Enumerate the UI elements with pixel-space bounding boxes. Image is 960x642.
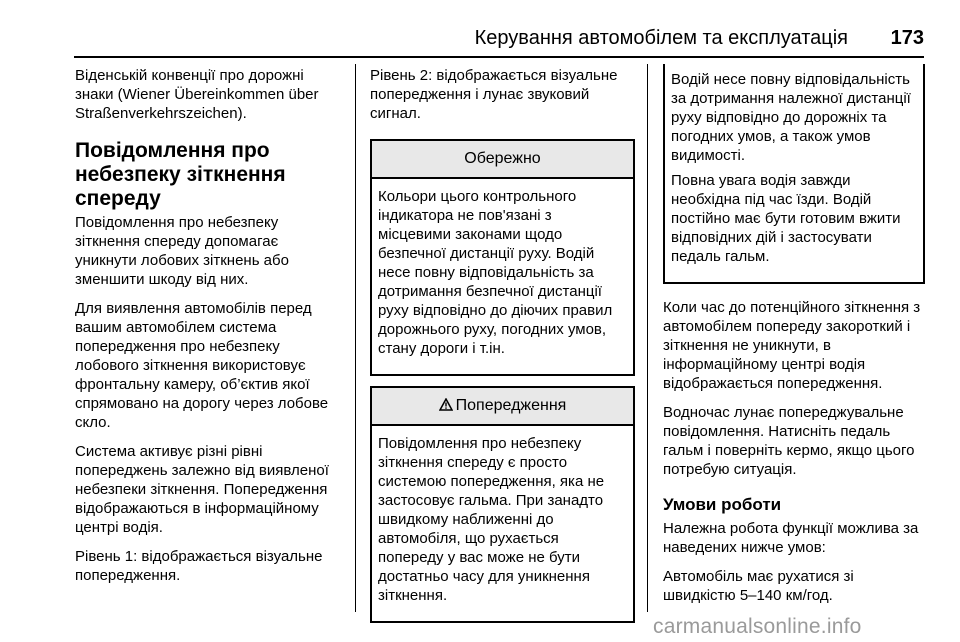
caution-title: Обережно [372, 141, 633, 179]
header-rule [74, 56, 924, 58]
box-paragraph: Повна увага водія завжди необхідна під час їзди. Водій постійно має бути готовим вжити відповідних дій і застосувати педаль гальм. [671, 172, 901, 265]
paragraph: Рівень 1: відображається візуальне попередження. [75, 548, 323, 584]
section-title: Повідомлення про небезпеку зіткнення спереду [75, 139, 286, 210]
warning-text: Повідомлення про небезпеку зіткнення спереду є просто системою попередження, яка не застосовує гальма. При занадто швидкому наближенні до автомобіля, що рухається попереду у вас може не бути достатньо часу для уникнення зіткнення. [378, 435, 605, 604]
paragraph: Рівень 2: відображається візуальне попередження і лунає звуковий сигнал. [370, 67, 618, 122]
header-title: Керування автомобілем та експлуатація [474, 27, 848, 49]
box-paragraph: Водій несе повну відповідальність за дотримання належної дистанції руху відповідно до дорожніх та погодних умов, а також умов видимості. [671, 71, 911, 164]
warning-header [372, 388, 633, 426]
column-3 [663, 64, 925, 615]
subsection-title: Умови роботи [663, 495, 782, 514]
page-number: 173 [890, 27, 924, 49]
warning-title: Попередження [455, 397, 567, 414]
paragraph: Система активує різні рівні попереджень залежно від виявленої небезпеки зіткнення. Попередження відображаються в інформаційному центрі водія. [75, 443, 329, 536]
paragraph: Для виявлення автомобілів перед вашим автомобілем система попередження про небезпеку лобового зіткнення використовує фронтальну камеру, об’єктив якої спрямовано на дорогу через лобове скло. [75, 300, 329, 431]
column-2 [370, 66, 635, 623]
paragraph: Повідомлення про небезпеку зіткнення спереду допомагає уникнути лобових зіткнень або зменшити шкоду від них. [75, 214, 289, 288]
column-1 [75, 66, 343, 595]
paragraph: Водночас лунає попереджувальне повідомлення. Натисніть педаль гальм і поверніть кермо, якщо цього потребую ситуація. [663, 404, 915, 478]
caution-box [370, 139, 635, 376]
paragraph: Коли час до потенційного зіткнення з автомобілем попереду закороткий і зіткнення не уникнути, в інформаційному центрі водія відображається попередження. [663, 299, 921, 392]
paragraph: Автомобіль має рухатися зі швидкістю 5–140 км/год. [663, 568, 854, 604]
warning-box-continued [663, 64, 925, 284]
column-divider-2 [647, 64, 648, 612]
warning-triangle-icon [439, 398, 453, 411]
paragraph: Належна робота функції можлива за наведених нижче умов: [663, 520, 919, 556]
page-header [0, 0, 960, 58]
intro-paragraph: Віденській конвенції про дорожні знаки (Wiener Übereinkommen über Straßenverkehrszeichen). [75, 67, 319, 122]
column-divider-1 [355, 64, 356, 612]
caution-text: Кольори цього контрольного індикатора не пов'язані з місцевими законами щодо безпечної дистанції руху. Водій несе повну відповідальність за дотримання безпечної дистанції руху відповідно до діючих правил дорожнього руху, погодних умов, стану дороги і т.ін. [378, 188, 613, 357]
warning-box [370, 386, 635, 623]
watermark-text: carmanualsonline.info [653, 615, 862, 638]
